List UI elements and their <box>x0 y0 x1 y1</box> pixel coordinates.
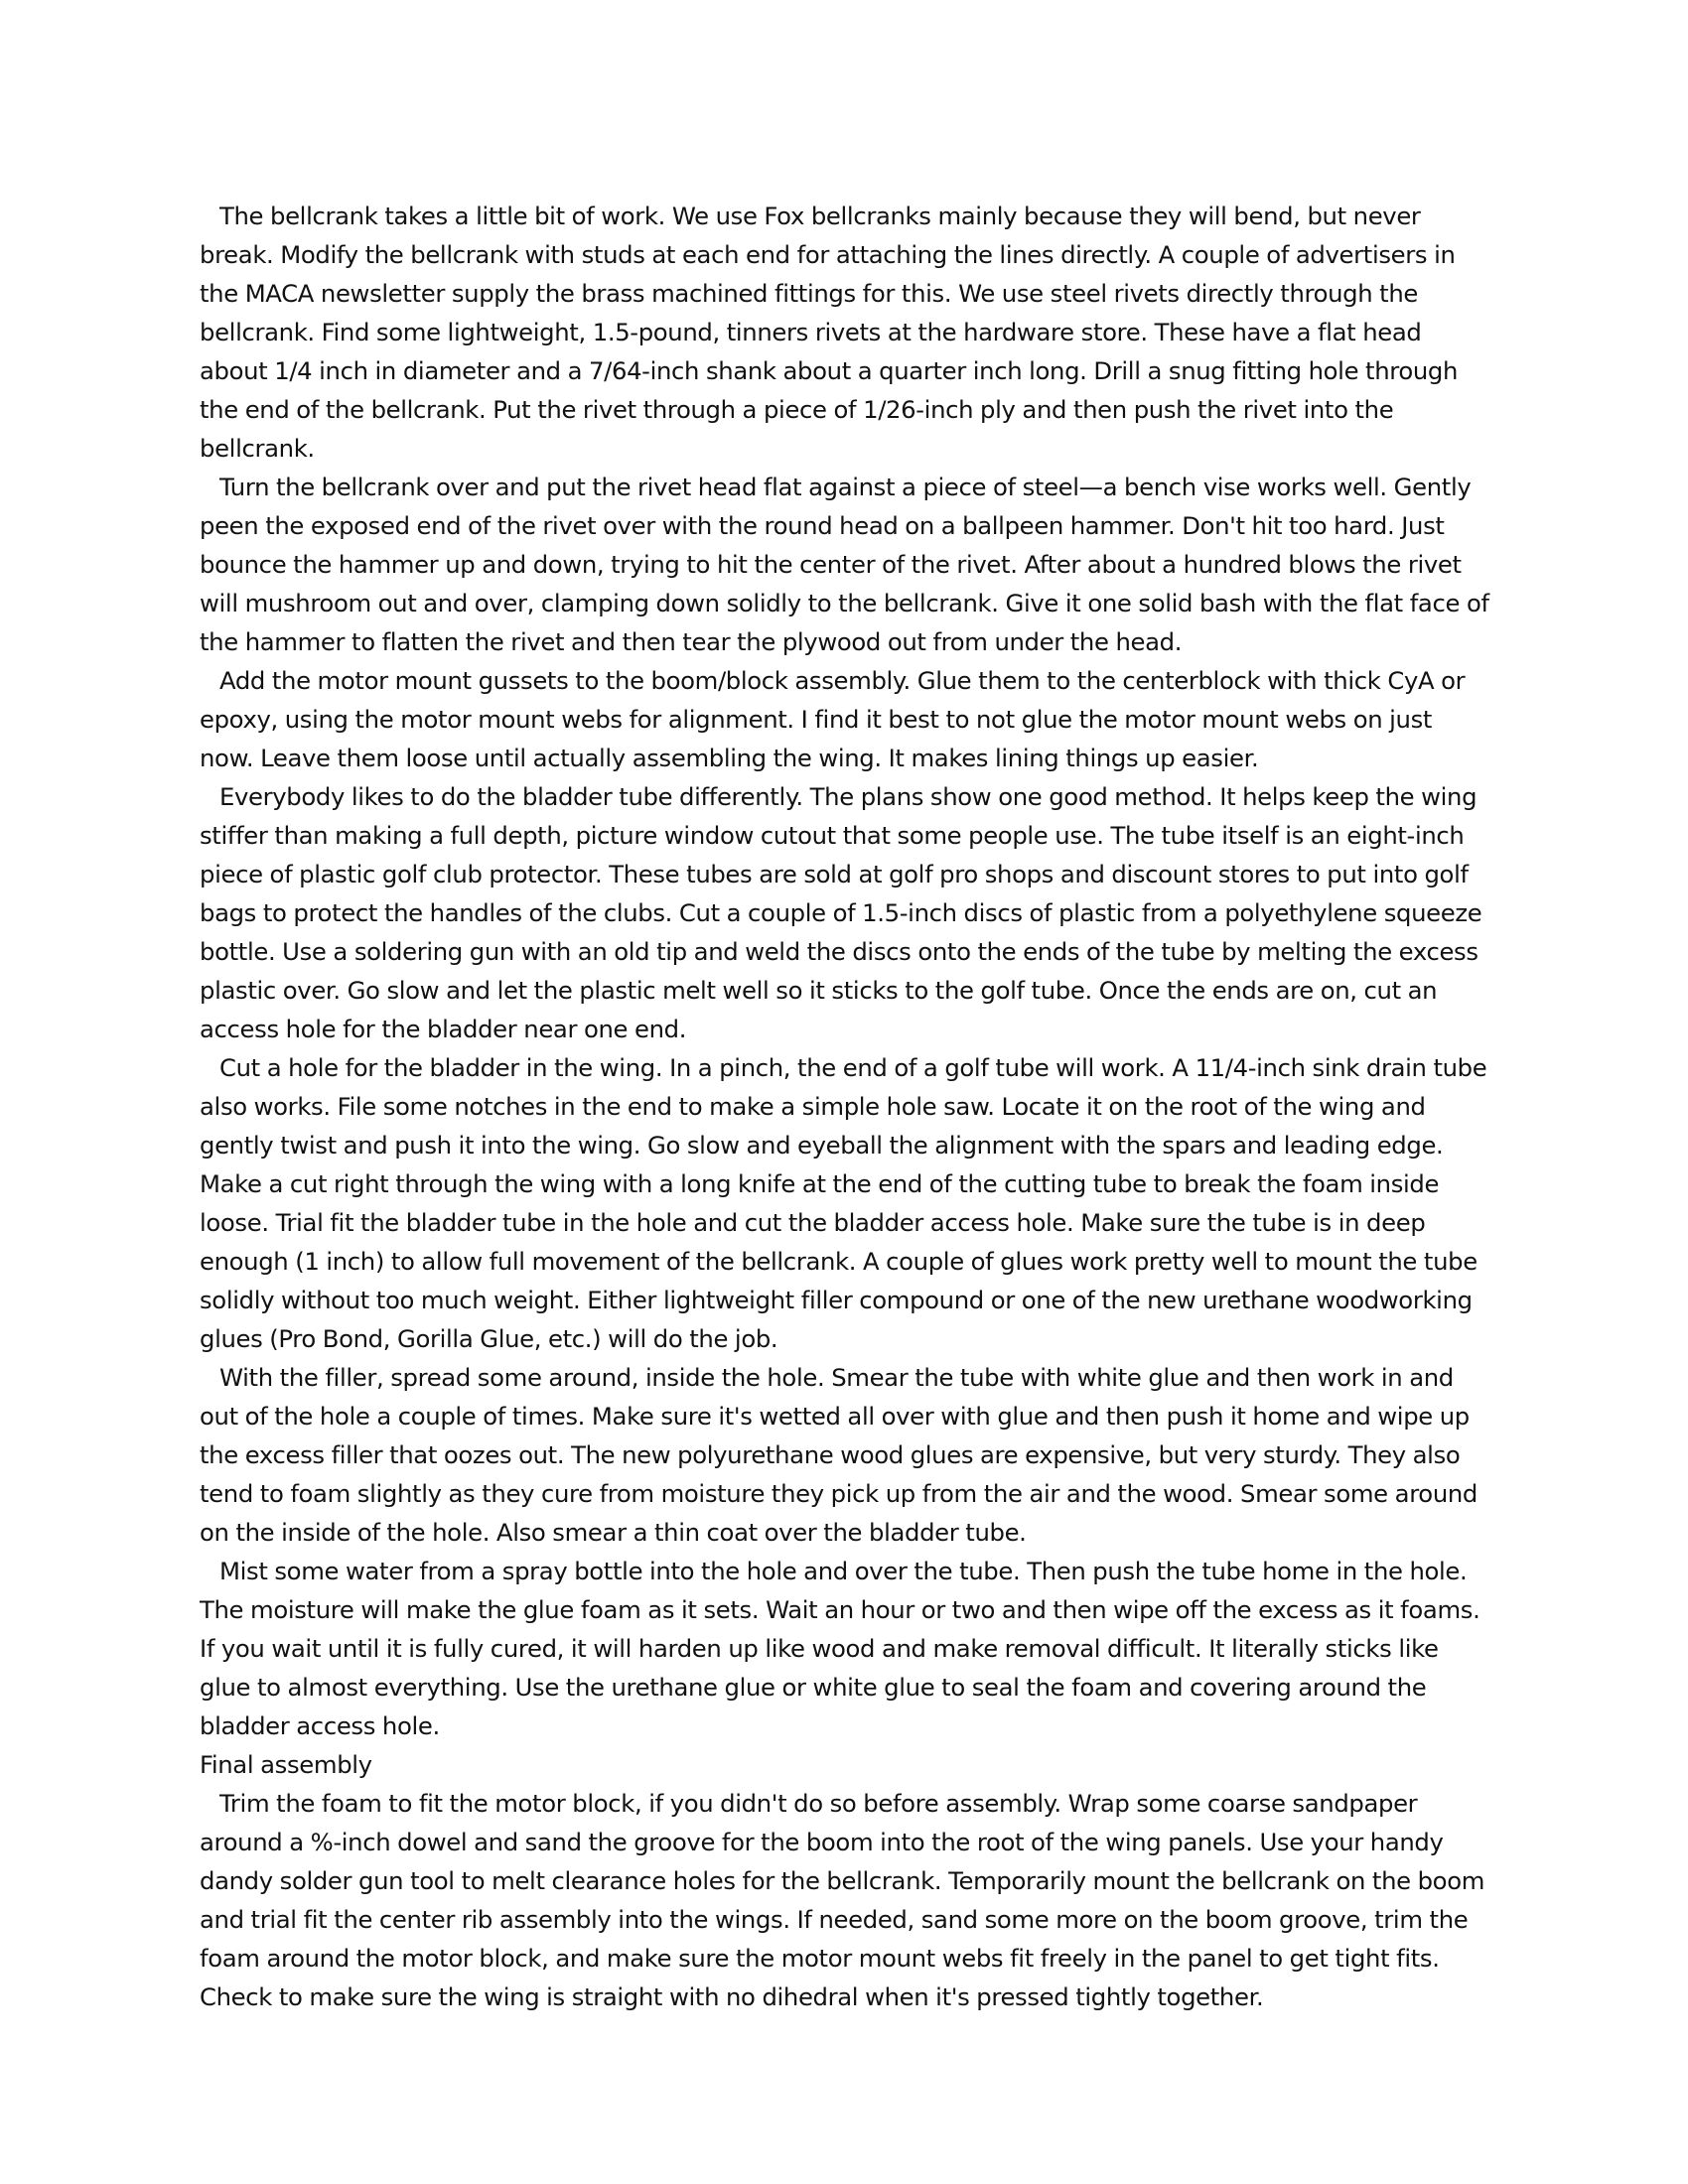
paragraph-bladder-tube: Everybody likes to do the bladder tube differently. The plans show one good method. It helps keep the wing stiffer than making a full depth, picture window cutout that some people use. The tube itself is an eight-inch piece of plastic golf club protector. These tubes are sold at golf pro shops and discount stores to put into golf bags to protect the handles of the clubs. Cut a couple of 1.5-inch discs of plastic from a polyethylene squeeze bottle. Use a soldering gun with an old tip and weld the discs onto the ends of the tube by melting the excess plastic over. Go slow and let the plastic melt well so it sticks to the golf tube. Once the ends are on, cut an access hole for the bladder near one end. <box>200 782 1482 1043</box>
paragraph-filler-glue: With the filler, spread some around, inside the hole. Smear the tube with white glue and then work in and out of the hole a couple of times. Make sure it's wetted all over with glue and then push it home and wipe up the excess filler that oozes out. The new polyurethane wood glues are expensive, but very sturdy. They also tend to foam slightly as they cure from moisture they pick up from the air and the wood. Smear some around on the inside of the hole. Also smear a thin coat over the bladder tube. <box>200 1363 1477 1547</box>
paragraph-bladder-hole: Cut a hole for the bladder in the wing. In a pinch, the end of a golf tube will work. A 11/4-inch sink drain tube also works. File some notches in the end to make a simple hole saw. Locate it on the root of the wing and gently twist and push it into the wing. Go slow and eyeball the alignment with the spars and leading edge. Make a cut right through the wing with a long knife at the end of the cutting tube to break the foam inside loose. Trial fit the bladder tube in the hole and cut the bladder access hole. Make sure the tube is in deep enough (1 inch) to allow full movement of the bellcrank. A couple of glues work pretty well to mount the tube solidly without too much weight. Either lightweight filler compound or one of the new urethane woodworking glues (Pro Bond, Gorilla Glue, etc.) will do the job. <box>200 1053 1487 1353</box>
section-heading-final-assembly: Final assembly <box>200 1750 372 1779</box>
paragraph-mist-water: Mist some water from a spray bottle into the hole and over the tube. Then push the tube home in the hole. The moisture will make the glue foam as it sets. Wait an hour or two and then wipe off the excess as it foams. If you wait until it is fully cured, it will harden up like wood and make removal difficult. It literally sticks like glue to almost everything. Use the urethane glue or white glue to seal the foam and covering around the bladder access hole. <box>200 1557 1480 1740</box>
document-body <box>200 197 1490 2016</box>
paragraph-peening-rivet: Turn the bellcrank over and put the rivet head flat against a piece of steel—a bench vise works well. Gently peen the exposed end of the rivet over with the round head on a ballpeen hammer. Don't hit too hard. Just bounce the hammer up and down, trying to hit the center of the rivet. After about a hundred blows the rivet will mushroom out and over, clamping down solidly to the bellcrank. Give it one solid bash with the flat face of the hammer to flatten the rivet and then tear the plywood out from under the head. <box>200 473 1489 656</box>
paragraph-motor-mount-gussets: Add the motor mount gussets to the boom/block assembly. Glue them to the centerblock with thick CyA or epoxy, using the motor mount webs for alignment. I find it best to not glue the motor mount webs on just now. Leave them loose until actually assembling the wing. It makes lining things up easier. <box>200 666 1466 772</box>
paragraph-final-assembly: Trim the foam to fit the motor block, if you didn't do so before assembly. Wrap some coarse sandpaper around a %-inch dowel and sand the groove for the boom into the root of the wing panels. Use your handy dandy solder gun tool to melt clearance holes for the bellcrank. Temporarily mount the bellcrank on the boom and trial fit the center rib assembly into the wings. If needed, sand some more on the boom groove, trim the foam around the motor block, and make sure the motor mount webs fit freely in the panel to get tight fits. Check to make sure the wing is straight with no dihedral when it's pressed tightly together. <box>200 1789 1485 2011</box>
paragraph-bellcrank-rivets: The bellcrank takes a little bit of work. We use Fox bellcranks mainly because they will bend, but never break. Modify the bellcrank with studs at each end for attaching the lines directly. A couple of advertisers in the MACA newsletter supply the brass machined fittings for this. We use steel rivets directly through the bellcrank. Find some lightweight, 1.5-pound, tinners rivets at the hardware store. These have a flat head about 1/4 inch in diameter and a 7/64-inch shank about a quarter inch long. Drill a snug fitting hole through the end of the bellcrank. Put the rivet through a piece of 1/26-inch ply and then push the rivet into the bellcrank. <box>200 202 1459 463</box>
